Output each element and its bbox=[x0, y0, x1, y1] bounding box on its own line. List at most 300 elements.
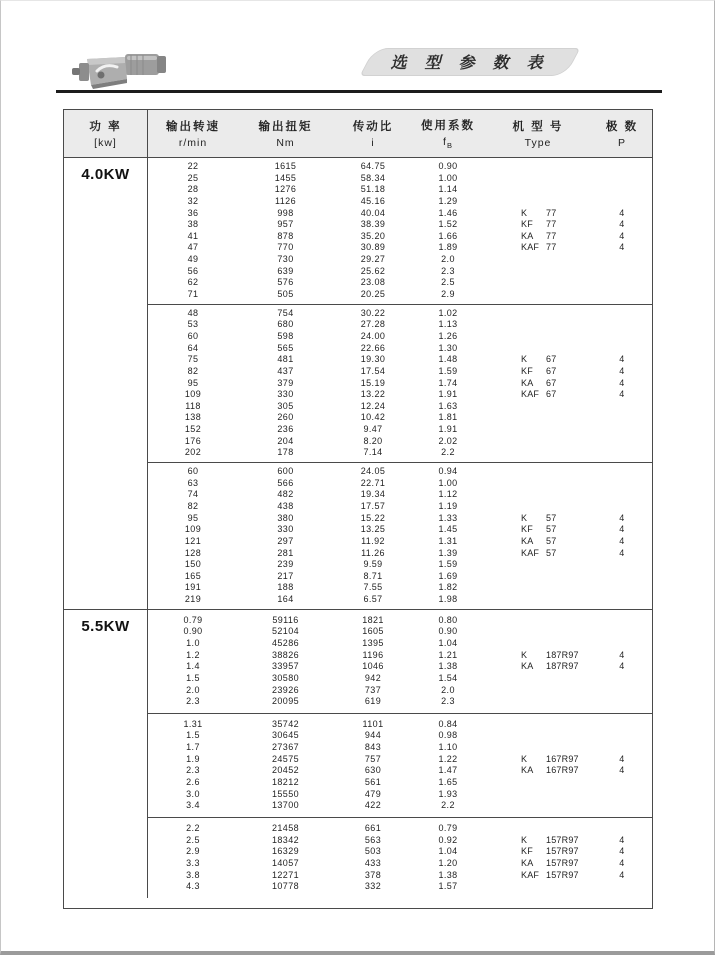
cell-torque: 30645 bbox=[271, 730, 300, 741]
cell-type bbox=[483, 161, 593, 173]
cell-service-factor: 1.20 bbox=[438, 857, 458, 868]
type-prefix: KA bbox=[521, 535, 534, 546]
cell-ratio: 563 bbox=[364, 834, 382, 845]
table-row bbox=[148, 231, 652, 243]
cell-poles: 4 bbox=[619, 242, 625, 253]
cell-service-factor: 2.5 bbox=[441, 277, 455, 288]
cell-poles bbox=[593, 184, 651, 196]
cell-ratio: 843 bbox=[364, 742, 382, 753]
cell-poles bbox=[593, 343, 651, 355]
model-block bbox=[148, 610, 652, 713]
type-size: 167R97 bbox=[546, 753, 579, 764]
cell-poles: 4 bbox=[619, 765, 625, 776]
cell-service-factor: 1.02 bbox=[438, 307, 458, 318]
cell-speed: 1.0 bbox=[186, 637, 200, 648]
cell-poles bbox=[593, 730, 651, 742]
cell-ratio: 944 bbox=[364, 730, 382, 741]
cell-speed: 36 bbox=[187, 207, 199, 218]
table-row bbox=[148, 524, 652, 536]
cell-ratio: 13.22 bbox=[360, 389, 386, 400]
cell-torque: 38826 bbox=[271, 649, 300, 660]
cell-service-factor: 1.69 bbox=[438, 570, 458, 581]
col-header-power bbox=[64, 110, 148, 157]
cell-torque: 52104 bbox=[271, 626, 300, 637]
cell-type bbox=[483, 846, 593, 858]
cell-type bbox=[483, 254, 593, 266]
cell-speed: 3.4 bbox=[186, 800, 200, 811]
cell-service-factor: 1.52 bbox=[438, 219, 458, 230]
cell-poles bbox=[593, 673, 651, 685]
cell-service-factor: 1.81 bbox=[438, 412, 458, 423]
cell-ratio: 64.75 bbox=[360, 161, 386, 171]
cell-poles bbox=[593, 638, 651, 650]
cell-service-factor: 1.65 bbox=[438, 777, 458, 788]
cell-poles bbox=[593, 289, 651, 301]
cell-ratio: 12.24 bbox=[360, 400, 386, 411]
table-row bbox=[148, 277, 652, 289]
cell-type bbox=[483, 881, 593, 893]
cell-type bbox=[483, 661, 593, 673]
cell-torque: 281 bbox=[277, 547, 294, 558]
table-row bbox=[148, 559, 652, 571]
cell-type bbox=[483, 478, 593, 490]
cell-ratio: 38.39 bbox=[360, 219, 386, 230]
cell-service-factor: 1.19 bbox=[438, 500, 458, 511]
cell-poles bbox=[593, 489, 651, 501]
unit-text: i bbox=[371, 137, 375, 149]
cell-type bbox=[483, 343, 593, 355]
type-size: 157R97 bbox=[546, 834, 579, 845]
cell-service-factor: 1.63 bbox=[438, 400, 458, 411]
type-prefix: KF bbox=[521, 365, 533, 376]
type-size: 57 bbox=[546, 512, 557, 523]
cell-torque: 305 bbox=[277, 400, 294, 411]
cell-type bbox=[483, 308, 593, 320]
column-unit bbox=[276, 137, 294, 149]
cell-poles bbox=[593, 436, 651, 448]
cell-service-factor: 2.02 bbox=[438, 435, 458, 446]
cell-type bbox=[483, 571, 593, 583]
cell-speed: 0.90 bbox=[183, 626, 203, 637]
cell-torque: 957 bbox=[277, 219, 294, 230]
cell-torque: 1276 bbox=[274, 184, 297, 195]
table-row bbox=[148, 424, 652, 436]
cell-type bbox=[483, 696, 593, 708]
cell-ratio: 22.71 bbox=[360, 477, 386, 488]
cell-poles bbox=[593, 777, 651, 789]
cell-service-factor: 0.84 bbox=[438, 718, 458, 729]
type-size: 67 bbox=[546, 389, 557, 400]
cell-speed: 176 bbox=[184, 435, 202, 446]
cell-type bbox=[483, 800, 593, 812]
cell-poles bbox=[593, 571, 651, 583]
cell-torque: 576 bbox=[277, 277, 294, 288]
cell-type bbox=[483, 412, 593, 424]
cell-speed: 3.3 bbox=[186, 857, 200, 868]
type-prefix: KF bbox=[521, 524, 533, 535]
table-row bbox=[148, 354, 652, 366]
cell-speed: 60 bbox=[187, 466, 199, 477]
type-prefix: KF bbox=[521, 846, 533, 857]
cell-poles bbox=[593, 501, 651, 513]
cell-speed: 118 bbox=[185, 400, 201, 411]
cell-torque: 20095 bbox=[271, 696, 300, 707]
cell-speed: 1.2 bbox=[186, 649, 200, 660]
cell-poles bbox=[593, 331, 651, 343]
table-row bbox=[148, 412, 652, 424]
cell-ratio: 40.04 bbox=[360, 207, 386, 218]
cell-ratio: 13.25 bbox=[360, 524, 386, 535]
cell-ratio: 8.20 bbox=[363, 435, 383, 446]
cell-type bbox=[483, 548, 593, 560]
cell-service-factor: 0.98 bbox=[438, 730, 458, 741]
type-size: 67 bbox=[546, 377, 557, 388]
cell-ratio: 17.54 bbox=[360, 365, 386, 376]
cell-service-factor: 2.2 bbox=[441, 447, 455, 458]
cell-poles bbox=[593, 266, 651, 278]
cell-poles bbox=[593, 277, 651, 289]
table-row bbox=[148, 208, 652, 220]
cell-speed: 1.31 bbox=[183, 718, 203, 729]
cell-torque: 12271 bbox=[271, 869, 300, 880]
type-prefix: KAF bbox=[521, 869, 540, 880]
cell-poles: 4 bbox=[619, 354, 625, 365]
cell-ratio: 6.57 bbox=[363, 594, 383, 605]
cell-torque: 18212 bbox=[271, 777, 300, 788]
cell-type bbox=[483, 266, 593, 278]
cell-speed: 2.2 bbox=[186, 822, 200, 833]
cell-service-factor: 1.91 bbox=[438, 424, 458, 435]
cell-speed: 48 bbox=[187, 307, 199, 318]
cell-ratio: 9.47 bbox=[363, 424, 383, 435]
cell-type bbox=[483, 777, 593, 789]
cell-torque: 45286 bbox=[271, 637, 300, 648]
cell-speed: 56 bbox=[187, 265, 199, 276]
column-unit bbox=[94, 137, 117, 149]
cell-torque: 23926 bbox=[271, 684, 300, 695]
table-row bbox=[148, 466, 652, 478]
type-prefix: KA bbox=[521, 377, 534, 388]
cell-speed: 150 bbox=[184, 559, 202, 570]
cell-poles bbox=[593, 466, 651, 478]
cell-service-factor: 1.38 bbox=[438, 661, 458, 672]
cell-type bbox=[483, 366, 593, 378]
cell-poles: 4 bbox=[619, 846, 625, 857]
cell-torque: 379 bbox=[277, 377, 294, 388]
cell-speed: 1.5 bbox=[186, 672, 200, 683]
table-row bbox=[148, 219, 652, 231]
cell-torque: 164 bbox=[277, 594, 294, 605]
cell-speed: 165 bbox=[184, 570, 202, 581]
model-block bbox=[148, 462, 652, 609]
type-size: 187R97 bbox=[546, 649, 579, 660]
cell-type bbox=[483, 650, 593, 662]
cell-ratio: 479 bbox=[364, 788, 382, 799]
cell-type bbox=[483, 730, 593, 742]
table-row bbox=[148, 858, 652, 870]
cell-speed: 2.5 bbox=[186, 834, 200, 845]
cell-speed: 95 bbox=[187, 377, 199, 388]
type-size: 57 bbox=[546, 547, 557, 558]
cell-speed: 0.79 bbox=[183, 614, 203, 625]
cell-type bbox=[483, 765, 593, 777]
cell-service-factor: 1.98 bbox=[438, 594, 458, 605]
type-prefix: K bbox=[521, 834, 528, 845]
cell-poles: 4 bbox=[619, 649, 625, 660]
cell-poles bbox=[593, 308, 651, 320]
cell-torque: 260 bbox=[277, 412, 294, 423]
table-row bbox=[148, 626, 652, 638]
cell-speed: 38 bbox=[187, 219, 199, 230]
cell-torque: 1615 bbox=[274, 161, 297, 171]
table-row bbox=[148, 447, 652, 459]
table-row bbox=[148, 289, 652, 301]
cell-ratio: 7.14 bbox=[363, 447, 383, 458]
cell-torque: 598 bbox=[277, 330, 294, 341]
cell-ratio: 942 bbox=[364, 672, 382, 683]
table-row bbox=[148, 661, 652, 673]
cell-poles bbox=[593, 424, 651, 436]
cell-ratio: 15.19 bbox=[360, 377, 386, 388]
cell-torque: 505 bbox=[277, 289, 294, 300]
type-prefix: K bbox=[521, 512, 528, 523]
table-row bbox=[148, 501, 652, 513]
cell-poles bbox=[593, 594, 651, 606]
type-size: 57 bbox=[546, 524, 557, 535]
column-label: 输出扭矩 bbox=[258, 121, 313, 133]
model-block bbox=[148, 817, 652, 898]
cell-speed: 2.3 bbox=[186, 696, 200, 707]
cell-service-factor: 1.82 bbox=[438, 582, 458, 593]
cell-torque: 15550 bbox=[271, 788, 300, 799]
cell-speed: 4.3 bbox=[186, 881, 200, 892]
cell-torque: 565 bbox=[277, 342, 294, 353]
unit-text: P bbox=[617, 137, 626, 149]
table-row bbox=[148, 582, 652, 594]
cell-ratio: 19.34 bbox=[360, 489, 386, 500]
cell-service-factor: 1.04 bbox=[438, 846, 458, 857]
cell-type bbox=[483, 501, 593, 513]
cell-service-factor: 0.79 bbox=[438, 822, 458, 833]
table-row bbox=[148, 615, 652, 627]
unit-subscript: B bbox=[446, 141, 453, 151]
cell-service-factor: 1.89 bbox=[438, 242, 458, 253]
cell-speed: 202 bbox=[184, 447, 202, 458]
cell-speed: 64 bbox=[187, 342, 199, 353]
cell-ratio: 378 bbox=[364, 869, 382, 880]
cell-poles bbox=[593, 582, 651, 594]
power-label: 4.0KW bbox=[64, 158, 148, 609]
table-row bbox=[148, 846, 652, 858]
cell-type bbox=[483, 719, 593, 731]
type-prefix: KA bbox=[521, 230, 534, 241]
cell-torque: 188 bbox=[277, 582, 294, 593]
column-label: 机 型 号 bbox=[512, 121, 564, 133]
cell-torque: 680 bbox=[277, 319, 294, 330]
cell-speed: 82 bbox=[187, 500, 199, 511]
cell-poles bbox=[593, 626, 651, 638]
table-row bbox=[148, 673, 652, 685]
col-header-type bbox=[483, 110, 593, 157]
cell-speed: 41 bbox=[187, 230, 199, 241]
table-row bbox=[148, 685, 652, 697]
type-size: 157R97 bbox=[546, 869, 579, 880]
cell-service-factor: 1.47 bbox=[438, 765, 458, 776]
cell-torque: 35742 bbox=[271, 718, 300, 729]
cell-torque: 1126 bbox=[275, 195, 296, 206]
table-row bbox=[148, 184, 652, 196]
cell-poles bbox=[593, 559, 651, 571]
cell-ratio: 29.27 bbox=[360, 254, 386, 265]
cell-torque: 1455 bbox=[274, 172, 297, 183]
cell-speed: 25 bbox=[187, 172, 199, 183]
cell-speed: 3.0 bbox=[186, 788, 200, 799]
cell-speed: 32 bbox=[187, 195, 199, 206]
cell-torque: 217 bbox=[277, 570, 294, 581]
cell-torque: 20452 bbox=[271, 765, 300, 776]
cell-speed: 53 bbox=[187, 319, 199, 330]
table-row bbox=[148, 777, 652, 789]
power-section-4.0KW bbox=[64, 158, 652, 610]
cell-poles bbox=[593, 742, 651, 754]
cell-type bbox=[483, 559, 593, 571]
selection-parameter-table bbox=[63, 109, 653, 909]
cell-service-factor: 0.94 bbox=[438, 466, 458, 477]
cell-torque: 10778 bbox=[271, 881, 300, 892]
unit-text: f bbox=[443, 135, 447, 148]
table-row bbox=[148, 478, 652, 490]
cell-poles bbox=[593, 173, 651, 185]
cell-type bbox=[483, 331, 593, 343]
cell-poles bbox=[593, 800, 651, 812]
cell-ratio: 503 bbox=[364, 846, 382, 857]
cell-poles: 4 bbox=[619, 869, 625, 880]
table-row bbox=[148, 870, 652, 882]
unit-text: Type bbox=[524, 137, 552, 149]
table-row bbox=[148, 266, 652, 278]
cell-service-factor: 1.93 bbox=[438, 788, 458, 799]
cell-speed: 2.0 bbox=[186, 684, 200, 695]
cell-torque: 330 bbox=[277, 389, 294, 400]
col-header-ratio bbox=[333, 110, 413, 157]
cell-ratio: 25.62 bbox=[360, 265, 386, 276]
cell-service-factor: 1.46 bbox=[438, 207, 458, 218]
cell-speed: 74 bbox=[187, 489, 199, 500]
table-row bbox=[148, 401, 652, 413]
cell-poles bbox=[593, 254, 651, 266]
table-row bbox=[148, 366, 652, 378]
column-label: 使用系数 bbox=[421, 119, 475, 132]
cell-speed: 3.8 bbox=[186, 869, 200, 880]
type-size: 67 bbox=[546, 365, 557, 376]
cell-speed: 121 bbox=[184, 535, 202, 546]
table-row bbox=[148, 594, 652, 606]
type-size: 67 bbox=[546, 354, 557, 365]
cell-speed: 71 bbox=[187, 289, 199, 300]
type-prefix: KAF bbox=[521, 547, 540, 558]
type-size: 77 bbox=[546, 230, 557, 241]
cell-service-factor: 1.04 bbox=[438, 637, 458, 648]
cell-type bbox=[483, 582, 593, 594]
cell-service-factor: 0.90 bbox=[438, 161, 458, 171]
cell-torque: 14057 bbox=[271, 857, 300, 868]
cell-ratio: 51.18 bbox=[360, 184, 386, 195]
cell-service-factor: 1.33 bbox=[438, 512, 458, 523]
type-prefix: KAF bbox=[521, 389, 540, 400]
cell-torque: 18342 bbox=[271, 834, 300, 845]
cell-torque: 770 bbox=[277, 242, 294, 253]
cell-torque: 27367 bbox=[271, 742, 300, 753]
cell-type bbox=[483, 378, 593, 390]
cell-speed: 2.9 bbox=[186, 846, 200, 857]
table-row bbox=[148, 765, 652, 777]
cell-type bbox=[483, 319, 593, 331]
col-header-service-factor bbox=[413, 110, 483, 157]
table-row bbox=[148, 696, 652, 708]
table-header-row bbox=[64, 110, 652, 158]
cell-ratio: 11.92 bbox=[361, 535, 385, 546]
cell-service-factor: 1.22 bbox=[438, 753, 458, 764]
cell-speed: 138 bbox=[184, 412, 202, 423]
cell-torque: 13700 bbox=[271, 800, 300, 811]
cell-ratio: 1605 bbox=[362, 626, 384, 637]
cell-service-factor: 1.74 bbox=[438, 377, 458, 388]
cell-poles: 4 bbox=[619, 834, 625, 845]
cell-ratio: 737 bbox=[364, 684, 382, 695]
cell-type bbox=[483, 789, 593, 801]
cell-service-factor: 0.90 bbox=[438, 626, 458, 637]
table-row bbox=[148, 571, 652, 583]
cell-poles: 4 bbox=[619, 512, 625, 523]
cell-type bbox=[483, 615, 593, 627]
cell-poles: 4 bbox=[619, 207, 625, 218]
cell-poles: 4 bbox=[619, 377, 625, 388]
cell-poles: 4 bbox=[619, 230, 625, 241]
cell-ratio: 1196 bbox=[362, 649, 384, 660]
table-row bbox=[148, 881, 652, 893]
type-prefix: K bbox=[521, 207, 528, 218]
cell-ratio: 1046 bbox=[362, 661, 384, 672]
cell-type bbox=[483, 173, 593, 185]
cell-type bbox=[483, 754, 593, 766]
col-header-torque bbox=[238, 110, 333, 157]
type-size: 157R97 bbox=[546, 857, 579, 868]
type-prefix: KA bbox=[521, 857, 534, 868]
col-header-poles bbox=[593, 110, 651, 157]
cell-service-factor: 1.21 bbox=[438, 649, 458, 660]
cell-ratio: 1101 bbox=[362, 718, 384, 729]
type-size: 77 bbox=[546, 207, 557, 218]
cell-speed: 219 bbox=[184, 594, 202, 605]
cell-service-factor: 1.00 bbox=[438, 172, 458, 183]
cell-service-factor: 1.12 bbox=[438, 489, 458, 500]
cell-service-factor: 0.80 bbox=[438, 614, 458, 625]
unit-text: r/min bbox=[178, 137, 208, 149]
cell-torque: 566 bbox=[277, 477, 294, 488]
cell-poles bbox=[593, 789, 651, 801]
cell-torque: 878 bbox=[277, 230, 294, 241]
cell-service-factor: 1.10 bbox=[438, 742, 458, 753]
table-row bbox=[148, 548, 652, 560]
cell-torque: 16329 bbox=[271, 846, 300, 857]
page-title: 选 型 参 数 表 bbox=[390, 55, 550, 72]
cell-type bbox=[483, 424, 593, 436]
column-unit bbox=[443, 136, 453, 150]
cell-type bbox=[483, 196, 593, 208]
cell-ratio: 630 bbox=[364, 765, 382, 776]
cell-torque: 21458 bbox=[271, 822, 300, 833]
cell-torque: 437 bbox=[277, 365, 294, 376]
